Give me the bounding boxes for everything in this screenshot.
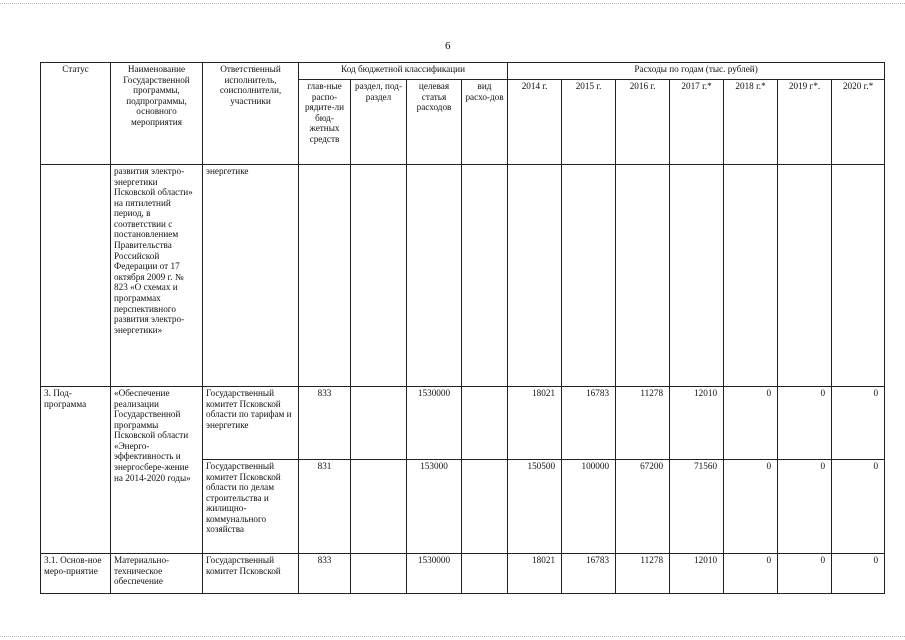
- table-row: [41, 387, 885, 460]
- cell-code-section: [351, 460, 407, 554]
- header-expenses: Расходы по годам (тыс. рублей): [508, 63, 885, 80]
- cell-code-type: [462, 554, 508, 594]
- cell-2019: 0: [778, 460, 832, 554]
- header-name: Наименование Государственной программы, подпрограммы, основного мероприятия: [111, 63, 203, 165]
- header-year-2017: 2017 г.*: [670, 80, 724, 165]
- table-row: [41, 554, 885, 594]
- header-year-2014: 2014 г.: [508, 80, 562, 165]
- cell-2016: 11278: [616, 387, 670, 460]
- cell-code-main-manager: 831: [299, 460, 351, 554]
- header-code-main-managers: глав-ные распо-рядите-ли бюд-жетных средств: [299, 80, 351, 165]
- row-name: Материально-техническое обеспечение: [111, 554, 203, 594]
- cell-2014: 18021: [508, 554, 562, 594]
- header-code-expense-type: вид расхо-дов: [462, 80, 508, 165]
- row-responsible: Государственный комитет Псковской области по тарифам и энергетике: [203, 387, 299, 460]
- row-name: «Обеспечение реализации Государственной программы Псковской области «Энерго-эффективность и энергосбере-жение на 2014-2020 годы»: [111, 387, 203, 554]
- scan-top-edge: [0, 3, 905, 4]
- header-responsible: Ответственный исполнитель, соисполнители, участники: [203, 63, 299, 165]
- row-status: 3. Под-программа: [41, 387, 111, 554]
- cell-code-target: [407, 165, 462, 387]
- cell-code-target: 153000: [407, 460, 462, 554]
- cell-2015: 16783: [562, 387, 616, 460]
- cell-code-main-manager: 833: [299, 387, 351, 460]
- cell-2016: 67200: [616, 460, 670, 554]
- cell-code-target: 1530000: [407, 554, 462, 594]
- cell-2016: [616, 165, 670, 387]
- cell-2020: 0: [832, 387, 885, 460]
- row-responsible: энергетике: [203, 165, 299, 387]
- cell-code-target: 1530000: [407, 387, 462, 460]
- cell-2020: 0: [832, 460, 885, 554]
- cell-code-main-manager: [299, 165, 351, 387]
- row-status: 3.1. Основ-ное меро-приятие: [41, 554, 111, 594]
- cell-2018: [724, 165, 778, 387]
- cell-code-section: [351, 387, 407, 460]
- cell-code-section: [351, 165, 407, 387]
- page-number: 6: [445, 40, 451, 52]
- cell-2015: 16783: [562, 554, 616, 594]
- cell-2014: 150500: [508, 460, 562, 554]
- cell-2018: 0: [724, 554, 778, 594]
- cell-2019: 0: [778, 387, 832, 460]
- cell-2017: 12010: [670, 387, 724, 460]
- header-status: Статус: [41, 63, 111, 165]
- header-year-2020: 2020 г.*: [832, 80, 885, 165]
- cell-2015: [562, 165, 616, 387]
- header-year-2018: 2018 г.*: [724, 80, 778, 165]
- cell-2016: 11278: [616, 554, 670, 594]
- cell-2014: 18021: [508, 387, 562, 460]
- cell-2019: 0: [778, 554, 832, 594]
- cell-code-main-manager: 833: [299, 554, 351, 594]
- budget-table: [40, 62, 885, 594]
- cell-2018: 0: [724, 460, 778, 554]
- header-year-2016: 2016 г.: [616, 80, 670, 165]
- row-status: [41, 165, 111, 387]
- cell-2015: 100000: [562, 460, 616, 554]
- cell-2017: 12010: [670, 554, 724, 594]
- cell-2014: [508, 165, 562, 387]
- row-name: развития электро-энергетики Псковской области» на пятилетний период, в соответствии с постановлением Правительства Российской Федерации от 17 октября 2009 г. № 823 «О схемах и программах перспективного развития электро-энергетики»: [111, 165, 203, 387]
- row-responsible: Государственный комитет Псковской: [203, 554, 299, 594]
- scan-bottom-edge: [0, 636, 905, 637]
- header-budget-code: Код бюджетной классификации: [299, 63, 508, 80]
- cell-code-type: [462, 387, 508, 460]
- cell-code-type: [462, 460, 508, 554]
- table-row: [41, 165, 885, 387]
- cell-2020: [832, 165, 885, 387]
- cell-2020: 0: [832, 554, 885, 594]
- row-responsible: Государственный комитет Псковской области по делам строительства и жилищно-коммунального хозяйства: [203, 460, 299, 554]
- cell-2017: [670, 165, 724, 387]
- header-year-2015: 2015 г.: [562, 80, 616, 165]
- header-code-section: раздел, под-раздел: [351, 80, 407, 165]
- header-year-2019: 2019 г*.: [778, 80, 832, 165]
- cell-2018: 0: [724, 387, 778, 460]
- cell-code-type: [462, 165, 508, 387]
- cell-code-section: [351, 554, 407, 594]
- cell-2017: 71560: [670, 460, 724, 554]
- cell-2019: [778, 165, 832, 387]
- header-code-target-article: целевая статья расходов: [407, 80, 462, 165]
